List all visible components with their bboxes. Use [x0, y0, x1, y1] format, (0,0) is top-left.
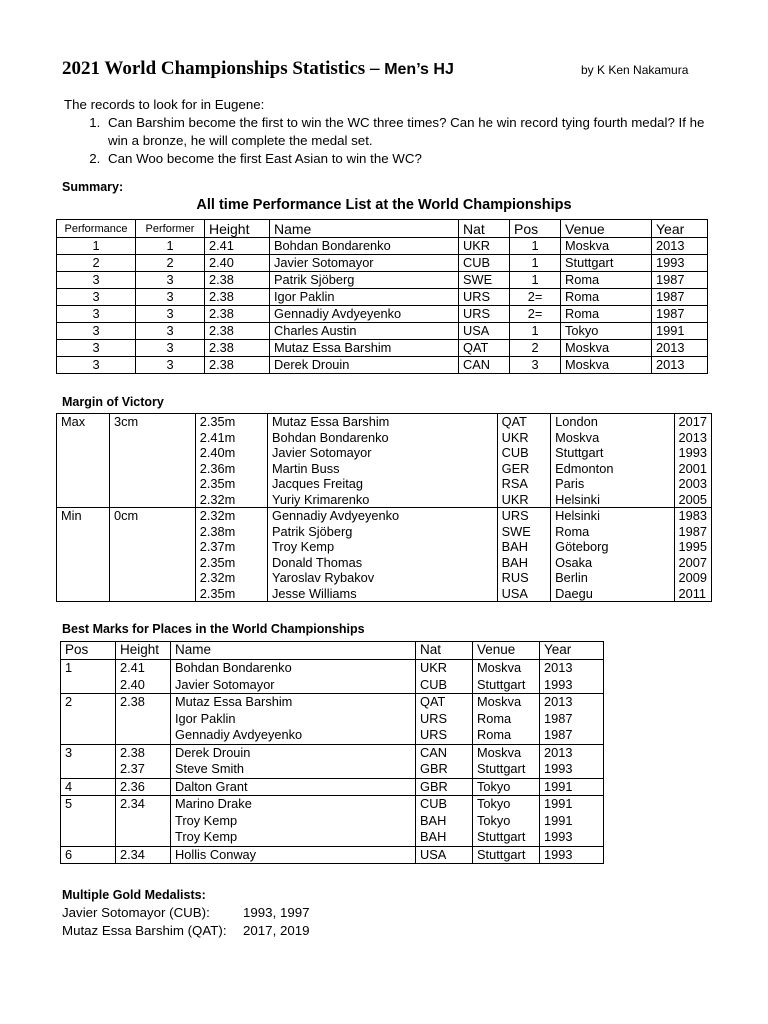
margin-value [110, 445, 196, 461]
table-row [61, 660, 604, 677]
col-nat: Nat [416, 642, 473, 660]
athlete-name: Troy Kemp [267, 539, 497, 555]
year: 1991 [540, 813, 604, 830]
nationality: BAH [497, 539, 550, 555]
margin-category [57, 555, 110, 571]
year: 1993 [540, 677, 604, 694]
margin-category [57, 586, 110, 602]
athlete-name: Hollis Conway [171, 846, 416, 864]
table-row [61, 677, 604, 694]
table-row [57, 570, 712, 586]
question-item: 1. Can Barshim become the first to win the WC three times? Can he win record tying fourth medal? If he win a bronze, he will complete the medal set. [104, 114, 724, 150]
year: 1987 [652, 289, 708, 306]
table-row [61, 846, 604, 864]
nationality: UKR [497, 492, 550, 508]
table-row [57, 323, 708, 340]
year: 2001 [674, 461, 711, 477]
venue: Berlin [551, 570, 674, 586]
place [61, 829, 116, 846]
place: 5 [61, 796, 116, 813]
winning-height: 2.40m [195, 445, 267, 461]
year: 2007 [674, 555, 711, 571]
height: 2.38 [205, 357, 270, 374]
year: 1993 [674, 445, 711, 461]
col-venue: Venue [473, 642, 540, 660]
medalist-years: 2017, 2019 [243, 923, 310, 938]
intro-lead: The records to look for in Eugene: [64, 97, 265, 112]
nationality: UKR [459, 238, 510, 255]
table-row [57, 255, 708, 272]
height: 2.40 [116, 677, 171, 694]
winning-height: 2.32m [195, 570, 267, 586]
venue: Stuttgart [473, 761, 540, 778]
margin-category [57, 461, 110, 477]
height: 2.34 [116, 846, 171, 864]
nationality: RSA [497, 476, 550, 492]
position: 2 [510, 340, 561, 357]
performer-rank: 3 [136, 306, 205, 323]
athlete-name: Dalton Grant [171, 778, 416, 796]
athlete-name: Troy Kemp [171, 813, 416, 830]
best-marks-heading: Best Marks for Places in the World Championships [62, 622, 365, 636]
height: 2.38 [116, 694, 171, 711]
table-row [61, 778, 604, 796]
col-performer: Performer [136, 220, 205, 238]
year: 2013 [540, 744, 604, 761]
height [116, 813, 171, 830]
athlete-name: Derek Drouin [171, 744, 416, 761]
year: 2003 [674, 476, 711, 492]
year: 1993 [652, 255, 708, 272]
venue: Stuttgart [473, 677, 540, 694]
year: 1993 [540, 761, 604, 778]
col-height: Height [205, 220, 270, 238]
year: 1987 [652, 306, 708, 323]
height [116, 727, 171, 744]
medalist-name: Javier Sotomayor (CUB): [62, 905, 210, 920]
athlete-name: Steve Smith [171, 761, 416, 778]
table-row [57, 272, 708, 289]
performance-rank: 3 [57, 357, 136, 374]
nationality: CUB [416, 677, 473, 694]
venue: Moskva [551, 430, 674, 446]
athlete-name: Gennadiy Avdyeyenko [270, 306, 459, 323]
height: 2.41 [205, 238, 270, 255]
performance-rank: 2 [57, 255, 136, 272]
winning-height: 2.32m [195, 492, 267, 508]
table-row [57, 445, 712, 461]
margin-category [57, 430, 110, 446]
place [61, 711, 116, 728]
height: 2.40 [205, 255, 270, 272]
performance-list-title: All time Performance List at the World Championships [196, 197, 572, 213]
table-row [57, 586, 712, 602]
year: 1987 [674, 524, 711, 540]
margin-category [57, 445, 110, 461]
table-row [57, 492, 712, 508]
margin-category [57, 539, 110, 555]
year: 1987 [540, 711, 604, 728]
nationality: RUS [497, 570, 550, 586]
position: 2= [510, 306, 561, 323]
author-credit: by K Ken Nakamura [581, 63, 689, 77]
margin-value [110, 430, 196, 446]
nationality: QAT [416, 694, 473, 711]
nationality: URS [459, 289, 510, 306]
athlete-name: Gennadiy Avdyeyenko [171, 727, 416, 744]
place [61, 677, 116, 694]
margin-value [110, 524, 196, 540]
best-marks-table [60, 641, 604, 864]
margin-category: Max [57, 414, 110, 430]
performer-rank: 3 [136, 272, 205, 289]
venue: Stuttgart [473, 846, 540, 864]
performance-rank: 3 [57, 289, 136, 306]
year: 2013 [540, 660, 604, 677]
venue: Stuttgart [473, 829, 540, 846]
height [116, 829, 171, 846]
position: 1 [510, 238, 561, 255]
intro-section [64, 96, 724, 168]
venue: Stuttgart [561, 255, 652, 272]
table-row [57, 306, 708, 323]
athlete-name: Bohdan Bondarenko [270, 238, 459, 255]
question-list [64, 114, 724, 168]
margin-category: Min [57, 508, 110, 524]
place: 2 [61, 694, 116, 711]
athlete-name: Yuriy Krimarenko [267, 492, 497, 508]
event-name: Men’s HJ [384, 61, 454, 78]
year: 2013 [652, 357, 708, 374]
height: 2.37 [116, 761, 171, 778]
nationality: BAH [416, 813, 473, 830]
venue: Moskva [473, 744, 540, 761]
athlete-name: Patrik Sjöberg [270, 272, 459, 289]
margin-value: 3cm [110, 414, 196, 430]
nationality: SWE [497, 524, 550, 540]
table-row [57, 238, 708, 255]
year: 1993 [540, 829, 604, 846]
winning-height: 2.35m [195, 414, 267, 430]
nationality: CUB [459, 255, 510, 272]
page-title: 2021 World Championships Statistics – Men’s HJ [62, 58, 454, 79]
col-nat: Nat [459, 220, 510, 238]
col-year: Year [652, 220, 708, 238]
position: 3 [510, 357, 561, 374]
winning-height: 2.41m [195, 430, 267, 446]
venue: Paris [551, 476, 674, 492]
venue: Moskva [473, 694, 540, 711]
performer-rank: 2 [136, 255, 205, 272]
venue: Roma [551, 524, 674, 540]
nationality: URS [497, 508, 550, 524]
venue: Göteborg [551, 539, 674, 555]
summary-heading: Summary: [62, 180, 124, 194]
table-row [57, 476, 712, 492]
athlete-name: Marino Drake [171, 796, 416, 813]
height: 2.38 [205, 272, 270, 289]
col-year: Year [540, 642, 604, 660]
nationality: GBR [416, 778, 473, 796]
margin-category [57, 524, 110, 540]
height: 2.38 [205, 306, 270, 323]
height: 2.38 [116, 744, 171, 761]
performance-rank: 3 [57, 340, 136, 357]
margin-value [110, 539, 196, 555]
winning-height: 2.38m [195, 524, 267, 540]
year: 1991 [652, 323, 708, 340]
performance-rank: 1 [57, 238, 136, 255]
athlete-name: Javier Sotomayor [171, 677, 416, 694]
table-row [61, 813, 604, 830]
table-row [61, 694, 604, 711]
medalist-years: 1993, 1997 [243, 905, 310, 920]
year: 1987 [540, 727, 604, 744]
nationality: CAN [416, 744, 473, 761]
performance-rank: 3 [57, 306, 136, 323]
nationality: USA [459, 323, 510, 340]
athlete-name: Mutaz Essa Barshim [267, 414, 497, 430]
table-row [61, 829, 604, 846]
table-row [57, 524, 712, 540]
position: 2= [510, 289, 561, 306]
place [61, 727, 116, 744]
table-row [61, 744, 604, 761]
winning-height: 2.36m [195, 461, 267, 477]
table-header-row [57, 220, 708, 238]
year: 2005 [674, 492, 711, 508]
nationality: URS [416, 727, 473, 744]
winning-height: 2.37m [195, 539, 267, 555]
athlete-name: Igor Paklin [270, 289, 459, 306]
margin-value [110, 570, 196, 586]
height: 2.38 [205, 340, 270, 357]
year: 2017 [674, 414, 711, 430]
col-height: Height [116, 642, 171, 660]
year: 1995 [674, 539, 711, 555]
col-pos: Pos [61, 642, 116, 660]
performer-rank: 3 [136, 357, 205, 374]
performer-rank: 1 [136, 238, 205, 255]
table-row [57, 555, 712, 571]
venue: Helsinki [551, 508, 674, 524]
table-row [61, 711, 604, 728]
venue: Edmonton [551, 461, 674, 477]
question-item: 2. Can Woo become the first East Asian to win the WC? [104, 150, 724, 168]
table-row [61, 727, 604, 744]
performance-table [56, 219, 708, 374]
margin-value [110, 461, 196, 477]
athlete-name: Charles Austin [270, 323, 459, 340]
performer-rank: 3 [136, 340, 205, 357]
margin-table [56, 413, 712, 602]
height [116, 711, 171, 728]
nationality: URS [416, 711, 473, 728]
gold-medalist-row [62, 922, 310, 940]
athlete-name: Igor Paklin [171, 711, 416, 728]
venue: Moskva [561, 340, 652, 357]
athlete-name: Derek Drouin [270, 357, 459, 374]
winning-height: 2.35m [195, 586, 267, 602]
margin-category [57, 476, 110, 492]
nationality: USA [416, 846, 473, 864]
venue: Tokyo [561, 323, 652, 340]
venue: Osaka [551, 555, 674, 571]
multiple-gold-heading: Multiple Gold Medalists: [62, 888, 206, 902]
venue: Tokyo [473, 813, 540, 830]
nationality: QAT [497, 414, 550, 430]
margin-category [57, 492, 110, 508]
performance-rank: 3 [57, 323, 136, 340]
venue: Helsinki [551, 492, 674, 508]
venue: Moskva [561, 357, 652, 374]
place: 3 [61, 744, 116, 761]
venue: Moskva [473, 660, 540, 677]
athlete-name: Gennadiy Avdyeyenko [267, 508, 497, 524]
margin-value [110, 555, 196, 571]
nationality: QAT [459, 340, 510, 357]
athlete-name: Donald Thomas [267, 555, 497, 571]
nationality: CUB [497, 445, 550, 461]
place: 4 [61, 778, 116, 796]
place: 1 [61, 660, 116, 677]
nationality: UKR [416, 660, 473, 677]
winning-height: 2.35m [195, 555, 267, 571]
place: 6 [61, 846, 116, 864]
table-row [57, 508, 712, 524]
athlete-name: Javier Sotomayor [270, 255, 459, 272]
athlete-name: Mutaz Essa Barshim [270, 340, 459, 357]
nationality: CUB [416, 796, 473, 813]
year: 1991 [540, 778, 604, 796]
height: 2.34 [116, 796, 171, 813]
table-row [57, 539, 712, 555]
height: 2.38 [205, 289, 270, 306]
venue: Moskva [561, 238, 652, 255]
year: 1987 [652, 272, 708, 289]
athlete-name: Yaroslav Rybakov [267, 570, 497, 586]
year: 1991 [540, 796, 604, 813]
margin-value [110, 586, 196, 602]
margin-value [110, 476, 196, 492]
venue: Roma [561, 306, 652, 323]
athlete-name: Bohdan Bondarenko [171, 660, 416, 677]
year: 2013 [652, 340, 708, 357]
col-name: Name [171, 642, 416, 660]
place [61, 813, 116, 830]
table-row [57, 430, 712, 446]
position: 1 [510, 255, 561, 272]
winning-height: 2.35m [195, 476, 267, 492]
multiple-gold-section [62, 886, 310, 940]
margin-category [57, 570, 110, 586]
nationality: USA [497, 586, 550, 602]
nationality: SWE [459, 272, 510, 289]
year: 2009 [674, 570, 711, 586]
position: 1 [510, 272, 561, 289]
table-row [61, 796, 604, 813]
table-row [57, 357, 708, 374]
margin-heading: Margin of Victory [62, 395, 164, 409]
nationality: GBR [416, 761, 473, 778]
nationality: CAN [459, 357, 510, 374]
venue: Roma [473, 711, 540, 728]
year: 2013 [652, 238, 708, 255]
performance-rank: 3 [57, 272, 136, 289]
height: 2.38 [205, 323, 270, 340]
nationality: GER [497, 461, 550, 477]
venue: Tokyo [473, 778, 540, 796]
table-header-row [61, 642, 604, 660]
year: 1983 [674, 508, 711, 524]
table-row [57, 414, 712, 430]
athlete-name: Jesse Williams [267, 586, 497, 602]
performer-rank: 3 [136, 289, 205, 306]
margin-value: 0cm [110, 508, 196, 524]
venue: Roma [561, 289, 652, 306]
winning-height: 2.32m [195, 508, 267, 524]
year: 1993 [540, 846, 604, 864]
nationality: BAH [497, 555, 550, 571]
athlete-name: Javier Sotomayor [267, 445, 497, 461]
medalist-name: Mutaz Essa Barshim (QAT): [62, 923, 227, 938]
athlete-name: Mutaz Essa Barshim [171, 694, 416, 711]
performer-rank: 3 [136, 323, 205, 340]
height: 2.41 [116, 660, 171, 677]
year: 2011 [674, 586, 711, 602]
table-row [57, 461, 712, 477]
height: 2.36 [116, 778, 171, 796]
year: 2013 [674, 430, 711, 446]
place [61, 761, 116, 778]
nationality: URS [459, 306, 510, 323]
athlete-name: Martin Buss [267, 461, 497, 477]
table-row [57, 289, 708, 306]
venue: Stuttgart [551, 445, 674, 461]
col-pos: Pos [510, 220, 561, 238]
margin-value [110, 492, 196, 508]
venue: Roma [473, 727, 540, 744]
athlete-name: Troy Kemp [171, 829, 416, 846]
venue: London [551, 414, 674, 430]
col-performance: Performance [57, 220, 136, 238]
nationality: BAH [416, 829, 473, 846]
table-row [57, 340, 708, 357]
nationality: UKR [497, 430, 550, 446]
table-row [61, 761, 604, 778]
col-venue: Venue [561, 220, 652, 238]
year: 2013 [540, 694, 604, 711]
venue: Roma [561, 272, 652, 289]
venue: Tokyo [473, 796, 540, 813]
venue: Daegu [551, 586, 674, 602]
athlete-name: Jacques Freitag [267, 476, 497, 492]
athlete-name: Patrik Sjöberg [267, 524, 497, 540]
gold-medalist-row [62, 904, 310, 922]
col-name: Name [270, 220, 459, 238]
athlete-name: Bohdan Bondarenko [267, 430, 497, 446]
position: 1 [510, 323, 561, 340]
